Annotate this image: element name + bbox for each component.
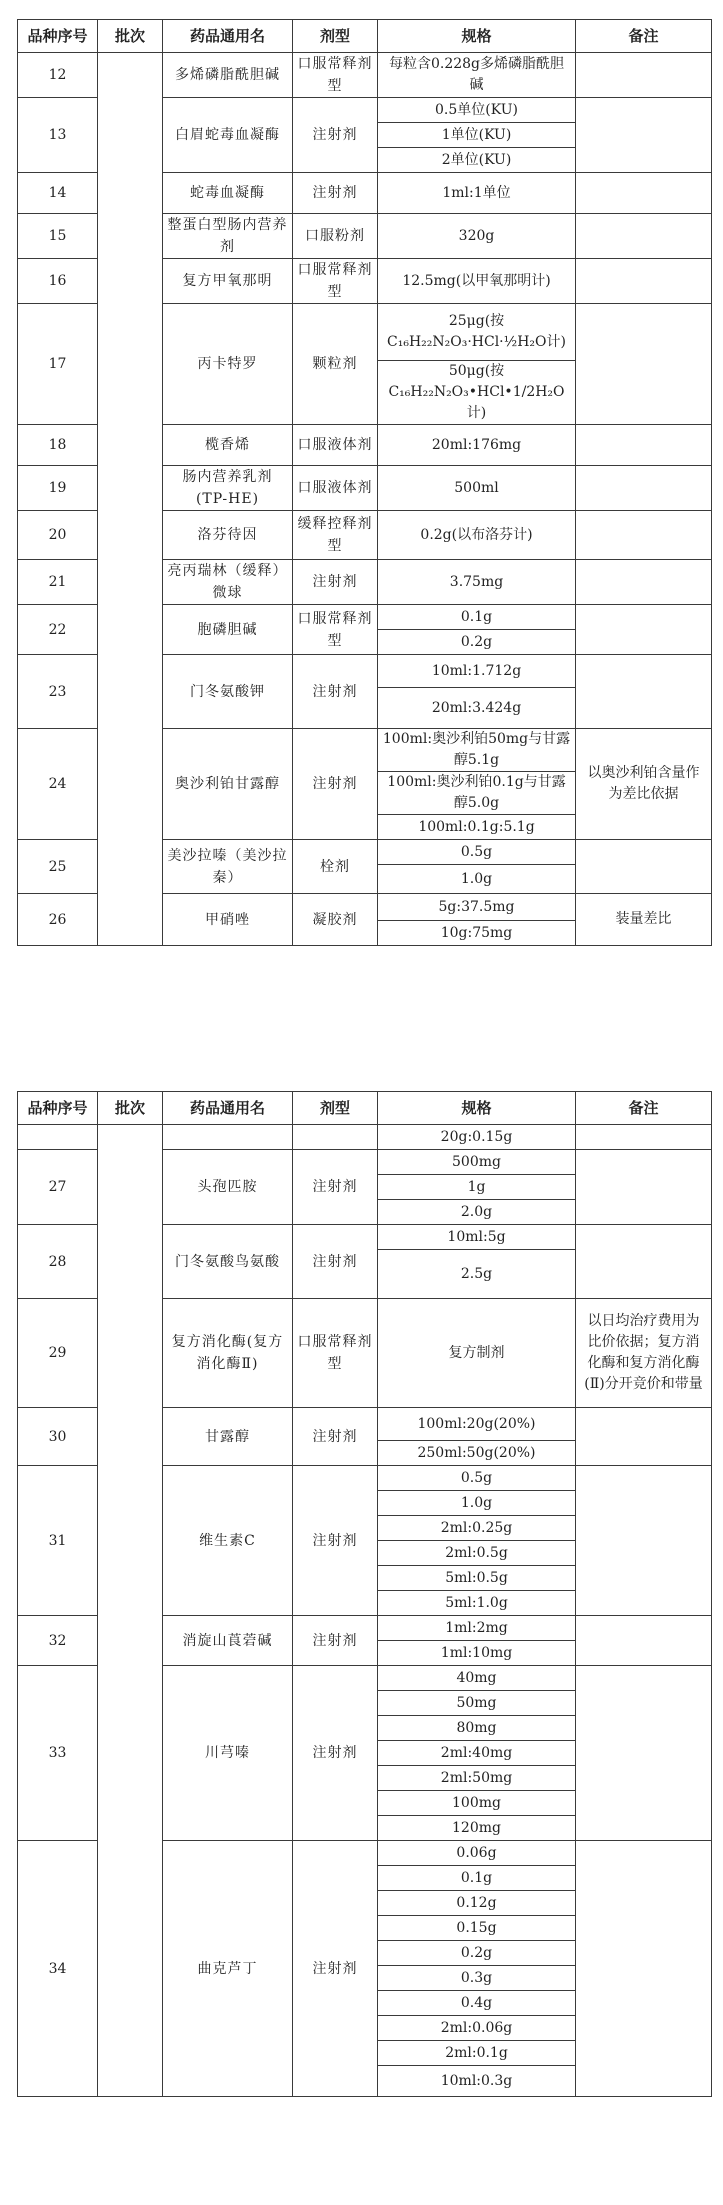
header-no: 品种序号 xyxy=(18,20,98,53)
drug-number: 16 xyxy=(18,259,98,304)
remark-empty xyxy=(576,259,712,304)
remark-empty xyxy=(576,1666,712,1841)
spec-value: 0.12g xyxy=(378,1891,576,1916)
spec-value: 2ml:0.1g xyxy=(378,2041,576,2066)
spec-value: 5g:37.5mg xyxy=(378,894,576,921)
drug-name: 维生素C xyxy=(163,1466,293,1616)
remark-empty xyxy=(576,605,712,655)
spec-value: 40mg xyxy=(378,1666,576,1691)
remark-empty xyxy=(576,655,712,729)
remark: 以日均治疗费用为比价依据；复方消化酶和复方消化酶(Ⅱ)分开竞价和带量 xyxy=(576,1299,712,1408)
dosage-form: 口服常释剂型 xyxy=(293,53,378,98)
drug-name: 复方甲氧那明 xyxy=(163,259,293,304)
spec-value: 2ml:50mg xyxy=(378,1766,576,1791)
table-row xyxy=(18,1125,712,1150)
dosage-form: 注射剂 xyxy=(293,560,378,605)
spec-value: 20ml:176mg xyxy=(378,425,576,466)
spec-value: 12.5mg(以甲氧那明计) xyxy=(378,259,576,304)
spec-value: 2单位(KU) xyxy=(378,148,576,173)
table-row xyxy=(18,53,712,98)
drug-number: 31 xyxy=(18,1466,98,1616)
header-batch: 批次 xyxy=(98,1092,163,1125)
drug-number: 28 xyxy=(18,1225,98,1299)
drug-number: 15 xyxy=(18,214,98,259)
spec-value: 0.5g xyxy=(378,840,576,865)
spec-value: 0.5g xyxy=(378,1466,576,1491)
drug-name: 美沙拉嗪（美沙拉秦） xyxy=(163,840,293,894)
dosage-form: 注射剂 xyxy=(293,1466,378,1616)
drug-name: 白眉蛇毒血凝酶 xyxy=(163,98,293,173)
dosage-form: 口服液体剂 xyxy=(293,466,378,511)
table-header-row xyxy=(18,1092,712,1125)
spec-value: 10ml:0.3g xyxy=(378,2066,576,2097)
remark-empty xyxy=(576,425,712,466)
dosage-form xyxy=(293,1125,378,1150)
dosage-form: 注射剂 xyxy=(293,1225,378,1299)
spec-value: 0.06g xyxy=(378,1841,576,1866)
spec-value: 每粒含0.228g多烯磷脂酰胆碱 xyxy=(378,53,576,98)
spec-value: 1ml:10mg xyxy=(378,1641,576,1666)
spec-value: 0.2g(以布洛芬计) xyxy=(378,511,576,560)
drug-name: 多烯磷脂酰胆碱 xyxy=(163,53,293,98)
dosage-form: 注射剂 xyxy=(293,655,378,729)
drug-name: 肠内营养乳剂(TP-HE) xyxy=(163,466,293,511)
drug-name: 亮丙瑞林（缓释）微球 xyxy=(163,560,293,605)
drug-number: 34 xyxy=(18,1841,98,2097)
header-name: 药品通用名 xyxy=(163,1092,293,1125)
spec-value: 10ml:1.712g xyxy=(378,655,576,688)
spec-value: 0.2g xyxy=(378,1941,576,1966)
spec-value: 50μg(按C₁₆H₂₂N₂O₃•HCl•1/2H₂O计) xyxy=(378,361,576,425)
remark-empty xyxy=(576,214,712,259)
spec-value: 5ml:0.5g xyxy=(378,1566,576,1591)
header-spec: 规格 xyxy=(378,20,576,53)
dosage-form: 注射剂 xyxy=(293,1841,378,2097)
remark-empty xyxy=(576,466,712,511)
dosage-form: 口服液体剂 xyxy=(293,425,378,466)
spec-value: 2.5g xyxy=(378,1250,576,1299)
spec-value: 1.0g xyxy=(378,1491,576,1516)
spec-value: 0.5单位(KU) xyxy=(378,98,576,123)
spec-value: 0.1g xyxy=(378,605,576,630)
header-form: 剂型 xyxy=(293,20,378,53)
drug-number: 30 xyxy=(18,1408,98,1466)
header-spec: 规格 xyxy=(378,1092,576,1125)
drug-name: 门冬氨酸钾 xyxy=(163,655,293,729)
spec-value: 20g:0.15g xyxy=(378,1125,576,1150)
spec-value: 500ml xyxy=(378,466,576,511)
spec-value: 0.1g xyxy=(378,1866,576,1891)
drug-name: 消旋山莨菪碱 xyxy=(163,1616,293,1666)
drug-number: 12 xyxy=(18,53,98,98)
spec-value: 320g xyxy=(378,214,576,259)
dosage-form: 注射剂 xyxy=(293,1616,378,1666)
dosage-form: 口服常释剂型 xyxy=(293,259,378,304)
remark: 以奥沙利铂含量作为差比依据 xyxy=(576,729,712,840)
drug-number: 26 xyxy=(18,894,98,946)
remark-empty xyxy=(576,1150,712,1225)
spec-value: 1.0g xyxy=(378,865,576,894)
remark: 装量差比 xyxy=(576,894,712,946)
spec-value: 0.4g xyxy=(378,1991,576,2016)
remark-empty xyxy=(576,511,712,560)
drug-name: 头孢匹胺 xyxy=(163,1150,293,1225)
header-name: 药品通用名 xyxy=(163,20,293,53)
spec-value: 250ml:50g(20%) xyxy=(378,1441,576,1466)
spec-value: 5ml:1.0g xyxy=(378,1591,576,1616)
drug-name: 门冬氨酸鸟氨酸 xyxy=(163,1225,293,1299)
spec-value: 20ml:3.424g xyxy=(378,688,576,729)
spec-value: 2ml:40mg xyxy=(378,1741,576,1766)
drug-name: 榄香烯 xyxy=(163,425,293,466)
spec-value: 25μg(按C₁₆H₂₂N₂O₃·HCl·½H₂O计) xyxy=(378,304,576,361)
drug-name: 奥沙利铂甘露醇 xyxy=(163,729,293,840)
dosage-form: 注射剂 xyxy=(293,173,378,214)
spec-value: 100mg xyxy=(378,1791,576,1816)
drug-number: 20 xyxy=(18,511,98,560)
spec-value: 50mg xyxy=(378,1691,576,1716)
dosage-form: 注射剂 xyxy=(293,98,378,173)
dosage-form: 凝胶剂 xyxy=(293,894,378,946)
spec-value: 500mg xyxy=(378,1150,576,1175)
drug-number: 13 xyxy=(18,98,98,173)
spec-value: 80mg xyxy=(378,1716,576,1741)
remark-empty xyxy=(576,98,712,173)
drug-number: 14 xyxy=(18,173,98,214)
remark-empty xyxy=(576,560,712,605)
spec-value: 3.75mg xyxy=(378,560,576,605)
drug-number: 22 xyxy=(18,605,98,655)
remark-empty xyxy=(576,304,712,425)
drug-number: 29 xyxy=(18,1299,98,1408)
drug-name: 川芎嗪 xyxy=(163,1666,293,1841)
spec-value: 2ml:0.06g xyxy=(378,2016,576,2041)
drug-number: 25 xyxy=(18,840,98,894)
drug-number xyxy=(18,1125,98,1150)
batch-cell xyxy=(98,1125,163,2097)
remark-empty xyxy=(576,53,712,98)
dosage-form: 注射剂 xyxy=(293,1150,378,1225)
spec-value: 10g:75mg xyxy=(378,921,576,946)
remark-empty xyxy=(576,1225,712,1299)
drug-number: 18 xyxy=(18,425,98,466)
dosage-form: 口服常释剂型 xyxy=(293,1299,378,1408)
drug-name: 整蛋白型肠内营养剂 xyxy=(163,214,293,259)
header-form: 剂型 xyxy=(293,1092,378,1125)
drug-name xyxy=(163,1125,293,1150)
drug-table-1 xyxy=(17,19,712,946)
header-note: 备注 xyxy=(576,20,712,53)
spec-value: 1单位(KU) xyxy=(378,123,576,148)
drug-number: 27 xyxy=(18,1150,98,1225)
spec-value: 120mg xyxy=(378,1816,576,1841)
drug-name: 丙卡特罗 xyxy=(163,304,293,425)
spec-value: 2.0g xyxy=(378,1200,576,1225)
spec-value: 0.15g xyxy=(378,1916,576,1941)
drug-name: 蛇毒血凝酶 xyxy=(163,173,293,214)
dosage-form: 注射剂 xyxy=(293,1666,378,1841)
drug-name: 甘露醇 xyxy=(163,1408,293,1466)
spec-value: 100ml:20g(20%) xyxy=(378,1408,576,1441)
drug-number: 24 xyxy=(18,729,98,840)
dosage-form: 缓释控释剂型 xyxy=(293,511,378,560)
remark-empty xyxy=(576,1466,712,1616)
drug-number: 23 xyxy=(18,655,98,729)
spec-value: 1g xyxy=(378,1175,576,1200)
drug-name: 洛芬待因 xyxy=(163,511,293,560)
remark-empty xyxy=(576,840,712,894)
header-no: 品种序号 xyxy=(18,1092,98,1125)
drug-number: 17 xyxy=(18,304,98,425)
spec-value: 1ml:2mg xyxy=(378,1616,576,1641)
dosage-form: 注射剂 xyxy=(293,729,378,840)
spec-value: 100ml:0.1g:5.1g xyxy=(378,815,576,840)
remark-empty xyxy=(576,1125,712,1150)
drug-number: 21 xyxy=(18,560,98,605)
drug-name: 甲硝唑 xyxy=(163,894,293,946)
dosage-form: 口服粉剂 xyxy=(293,214,378,259)
remark-empty xyxy=(576,1616,712,1666)
remark-empty xyxy=(576,1408,712,1466)
spec-value: 0.2g xyxy=(378,630,576,655)
dosage-form: 栓剂 xyxy=(293,840,378,894)
header-batch: 批次 xyxy=(98,20,163,53)
header-note: 备注 xyxy=(576,1092,712,1125)
drug-table-2 xyxy=(17,1091,712,2097)
dosage-form: 口服常释剂型 xyxy=(293,605,378,655)
remark-empty xyxy=(576,1841,712,2097)
drug-number: 32 xyxy=(18,1616,98,1666)
dosage-form: 颗粒剂 xyxy=(293,304,378,425)
spec-value: 2ml:0.25g xyxy=(378,1516,576,1541)
spec-value: 复方制剂 xyxy=(378,1299,576,1408)
spec-value: 0.3g xyxy=(378,1966,576,1991)
batch-cell xyxy=(98,53,163,946)
spec-value: 10ml:5g xyxy=(378,1225,576,1250)
drug-name: 曲克芦丁 xyxy=(163,1841,293,2097)
drug-name: 复方消化酶(复方消化酶Ⅱ) xyxy=(163,1299,293,1408)
dosage-form: 注射剂 xyxy=(293,1408,378,1466)
drug-number: 33 xyxy=(18,1666,98,1841)
remark-empty xyxy=(576,173,712,214)
drug-number: 19 xyxy=(18,466,98,511)
drug-name: 胞磷胆碱 xyxy=(163,605,293,655)
spec-value: 2ml:0.5g xyxy=(378,1541,576,1566)
spec-value: 100ml:奥沙利铂50mg与甘露醇5.1g xyxy=(378,729,576,772)
spec-value: 100ml:奥沙利铂0.1g与甘露醇5.0g xyxy=(378,772,576,815)
table-header-row xyxy=(18,20,712,53)
spec-value: 1ml:1单位 xyxy=(378,173,576,214)
